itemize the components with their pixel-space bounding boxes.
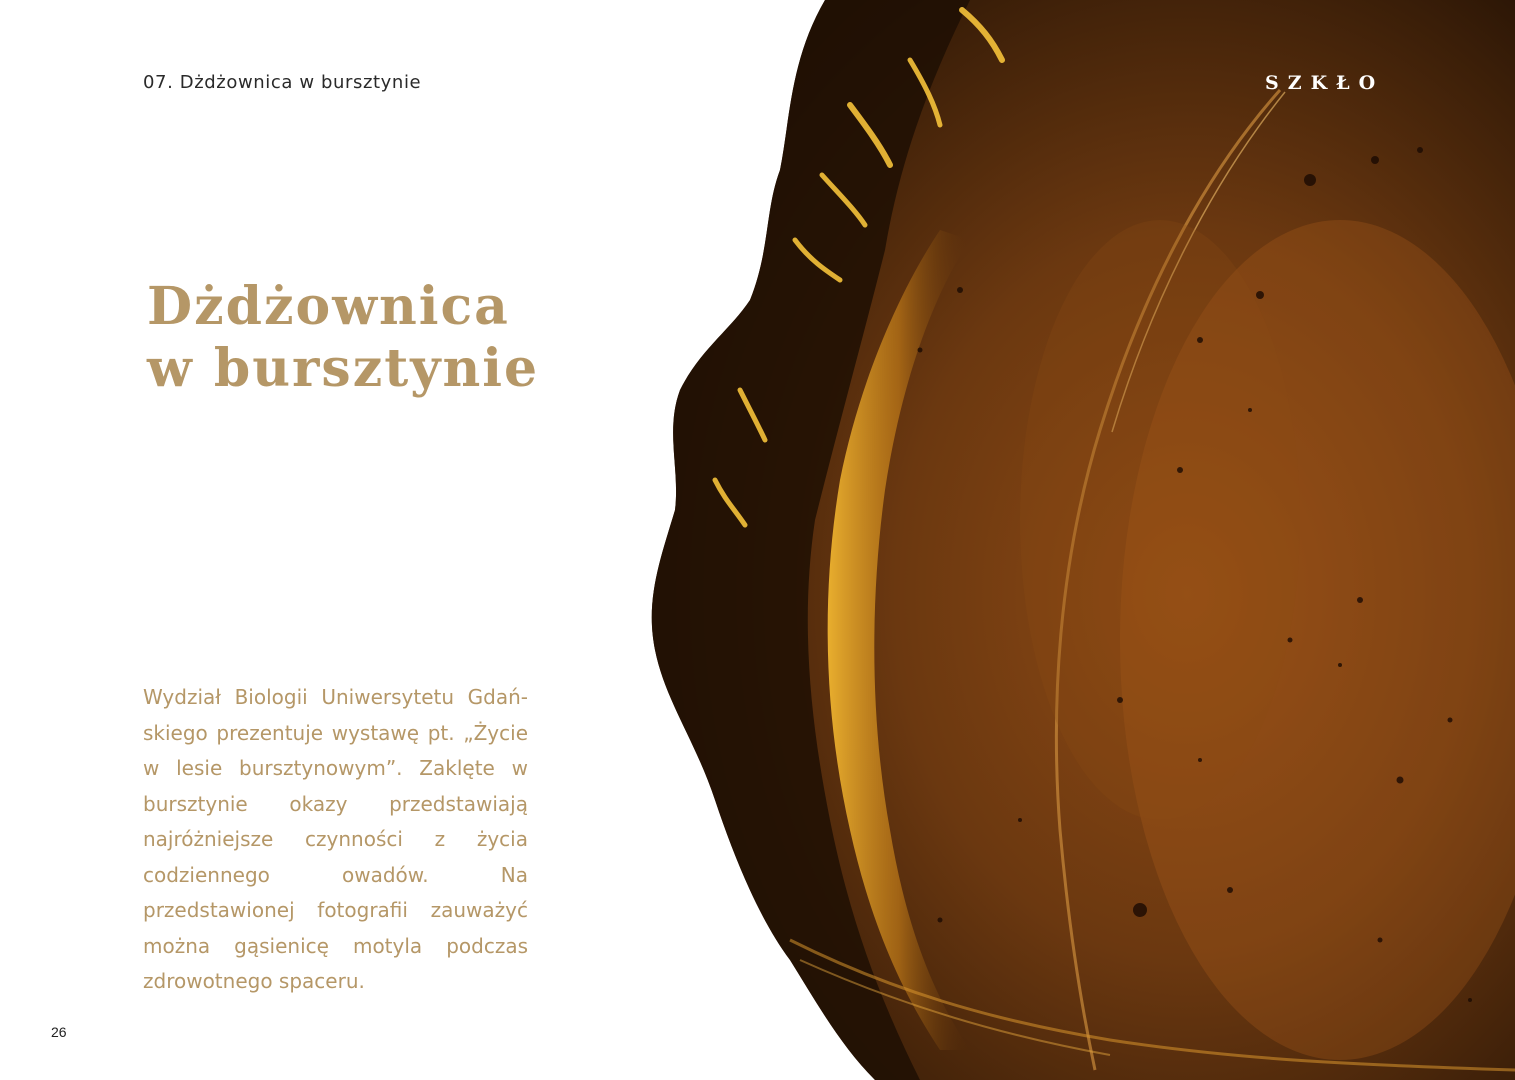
article-title (147, 276, 567, 400)
running-title: 07. Dżdżownica w bursztynie (143, 72, 422, 93)
article-title-line2: w bursztynie (147, 338, 540, 399)
amber-specimen-photo (640, 0, 1515, 1080)
page-number: 26 (51, 1024, 67, 1040)
section-label: SZKŁO (1265, 72, 1385, 94)
article-body: Wydział Biologii Uniwersytetu Gdańskiego prezentuje wystawę pt. „Życie w lesie bursztynowym”. Zaklęte w bursztynie okazy przedstawiają najróżniejsze czynności z życia codziennego owadów. Na przedstawionej fotografii zauważyć można gąsienicę motyla podczas zdrowotnego spaceru. (143, 685, 528, 993)
article-title-line1: Dżdżownica (147, 276, 510, 337)
